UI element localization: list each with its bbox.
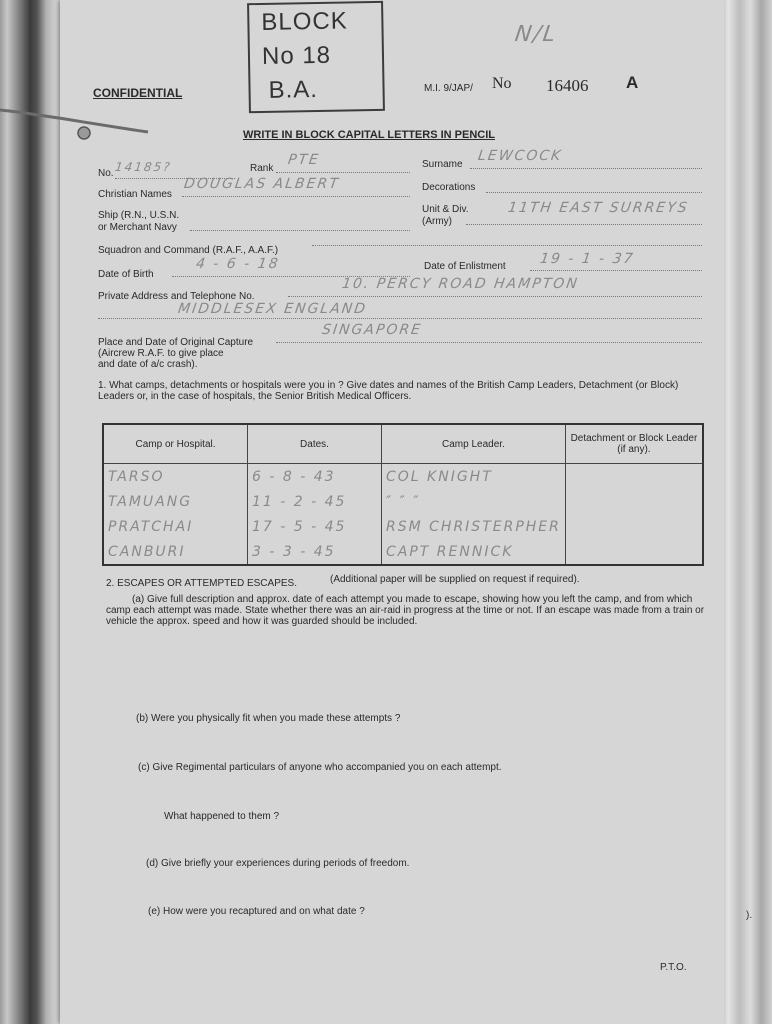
dob-value: 4 - 6 - 18 (194, 256, 281, 272)
capture-label-2: (Aircrew R.A.F. to give place (98, 348, 224, 359)
decorations-label: Decorations (422, 182, 476, 193)
enlistment-label: Date of Enlistment (424, 261, 506, 272)
unit-label-1: Unit & Div. (422, 204, 469, 215)
ship-label-2: or Merchant Navy (98, 222, 177, 233)
question-2a: (a) Give full description and approx. date of each attempt you made to escape, showing how you left the camp, and from which camp each attempt was made. State whether there was an air-raid in progress at the time or not. If an escape was made from a train or vehicle the approx. speed and how it was guarded should be included. (106, 594, 705, 627)
rank-label: Rank (250, 163, 274, 174)
col-dates: Dates. (248, 424, 382, 464)
capture-label-3: and date of a/c crash). (98, 359, 198, 370)
unit-label-2: (Army) (422, 216, 452, 227)
instruction-heading: WRITE IN BLOCK CAPITAL LETTERS IN PENCIL (243, 129, 495, 141)
address-line1: 10. PERCY ROAD HAMPTON (340, 276, 580, 292)
col-camp-or-hospital: Camp or Hospital. (103, 424, 248, 464)
string-tie (0, 100, 220, 150)
camp-cell: PRATCHAI (103, 514, 248, 539)
dates-cell: 3 - 3 - 45 (248, 539, 382, 565)
detachment-cell (565, 539, 703, 565)
stamp-line1: BLOCK (261, 7, 348, 36)
pto-label: P.T.O. (660, 962, 687, 973)
ref-number: 16406 (546, 76, 589, 95)
question-2b: (b) Were you physically fit when you made these attempts ? (136, 713, 401, 724)
detachment-cell (565, 514, 703, 539)
rank-value: PTE (286, 152, 321, 168)
question-2d: (d) Give briefly your experiences during periods of freedom. (146, 858, 410, 869)
corner-note: N/L (513, 22, 559, 47)
capture-value: SINGAPORE (320, 322, 424, 338)
surname-value: LEWCOCK (476, 148, 564, 164)
question-2c-sub: What happened to them ? (164, 811, 280, 822)
dates-cell: 6 - 8 - 43 (248, 464, 382, 490)
dob-label: Date of Birth (98, 269, 154, 280)
ship-label-1: Ship (R.N., U.S.N. (98, 210, 180, 221)
christian-names-value: DOUGLAS ALBERT (182, 176, 341, 192)
confidential-label: CONFIDENTIAL (93, 86, 183, 100)
col-detachment-leader: Detachment or Block Leader (if any). (565, 424, 703, 464)
leader-cell: RSM CHRISTERPHER (382, 514, 566, 539)
detachment-cell (565, 489, 703, 514)
surname-label: Surname (422, 159, 463, 170)
squadron-label: Squadron and Command (R.A.F., A.A.F.) (98, 245, 279, 256)
stamp-line2: No 18 (261, 41, 332, 70)
no-label: No (492, 75, 512, 92)
unit-value: 11TH EAST SURREYS (506, 200, 690, 216)
capture-label-1: Place and Date of Original Capture (98, 337, 254, 348)
camps-table (102, 423, 704, 566)
question-2-note: (Additional paper will be supplied on request if required). (330, 574, 580, 585)
question-1: 1. What camps, detachments or hospitals were you in ? Give dates and names of the British Camp Leaders, Detachment (or Block) Leaders or, in the case of hospitals, the Senior British Medical Officers. (98, 380, 679, 402)
camp-cell: CANBURI (103, 539, 248, 565)
stacked-pages-edge (718, 0, 772, 1024)
table-row (103, 464, 703, 490)
question-2c: (c) Give Regimental particulars of anyone who accompanied you on each attempt. (138, 762, 502, 773)
table-row (103, 514, 703, 539)
camp-cell: TAMUANG (103, 489, 248, 514)
address-label: Private Address and Telephone No. (98, 291, 255, 302)
block-stamp (247, 1, 385, 113)
no-field-value: 14185? (114, 160, 173, 174)
leader-cell: CAPT RENNICK (382, 539, 566, 565)
dates-cell: 11 - 2 - 45 (248, 489, 382, 514)
table-row (103, 539, 703, 565)
table-row (103, 489, 703, 514)
no-field-label: No. (98, 168, 114, 179)
ref-suffix: A (626, 73, 639, 92)
edge-mark: ). (746, 910, 753, 921)
col-camp-leader: Camp Leader. (382, 424, 566, 464)
christian-names-label: Christian Names (98, 189, 172, 200)
camp-cell: TARSO (103, 464, 248, 490)
question-2-title: 2. ESCAPES OR ATTEMPTED ESCAPES. (106, 578, 297, 589)
detachment-cell (565, 464, 703, 490)
dates-cell: 17 - 5 - 45 (248, 514, 382, 539)
leader-cell: ″ ″ ″ (382, 489, 566, 514)
question-2e: (e) How were you recaptured and on what date ? (148, 906, 365, 917)
ref-label: M.I. 9/JAP/ (424, 83, 473, 94)
address-line2: MIDDLESEX ENGLAND (176, 301, 369, 317)
leader-cell: COL KNIGHT (382, 464, 566, 490)
enlistment-value: 19 - 1 - 37 (538, 251, 636, 267)
stamp-line3: B.A. (268, 75, 319, 104)
